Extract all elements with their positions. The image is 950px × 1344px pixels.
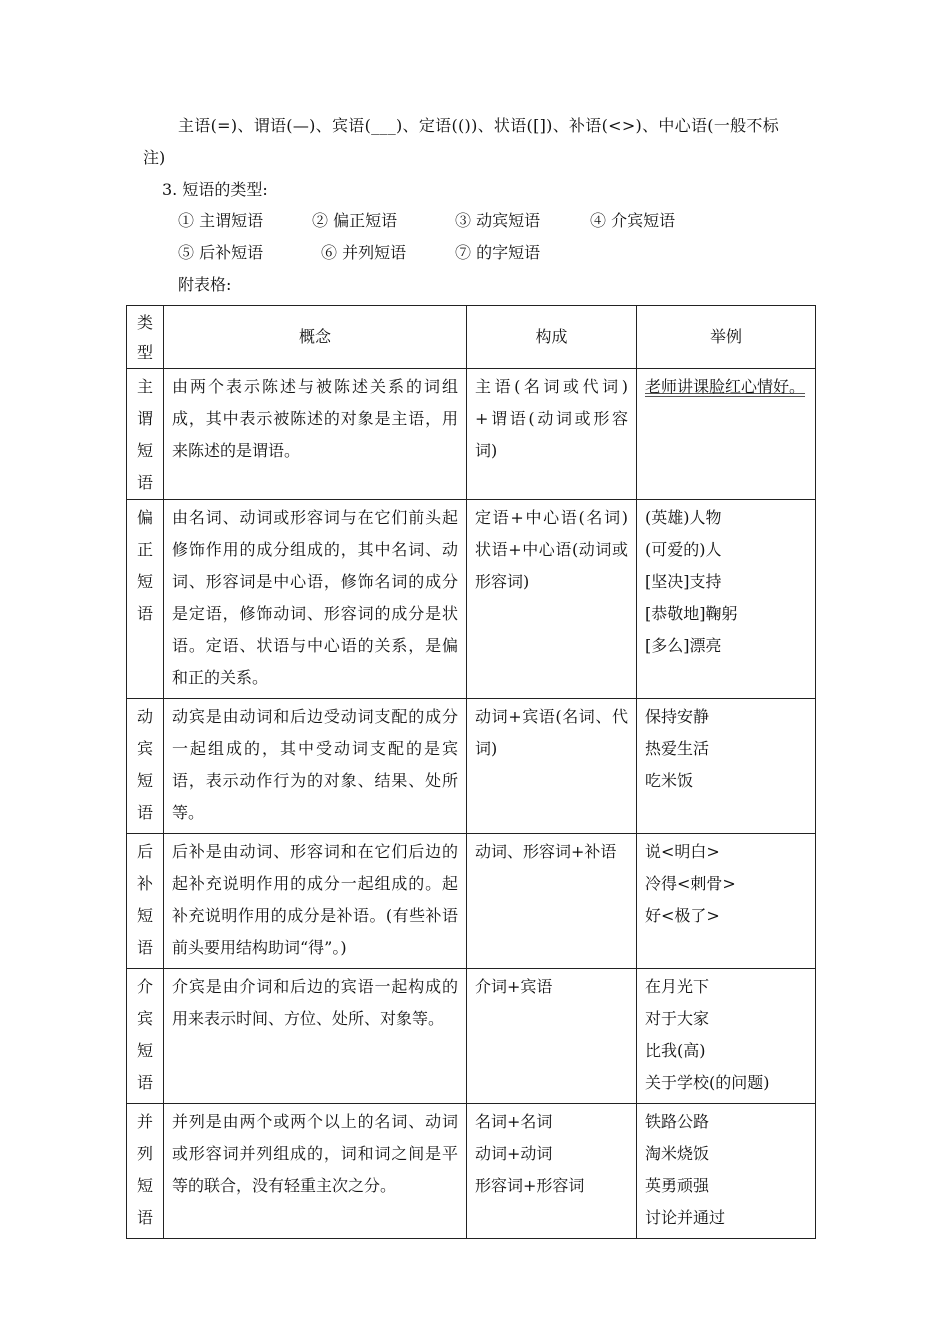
table-header-row bbox=[127, 306, 816, 369]
example-item: 好<极了> bbox=[645, 906, 720, 925]
phrase-type-item: ④ 介宾短语 bbox=[590, 211, 676, 230]
example-item: 保持安静 bbox=[645, 707, 710, 726]
type-cell bbox=[127, 969, 164, 1104]
type-char: 后 bbox=[136, 842, 153, 861]
type-char: 语 bbox=[136, 1208, 153, 1227]
type-cell bbox=[127, 699, 164, 834]
form-cell: 介词+宾语 bbox=[467, 969, 637, 1104]
type-char: 语 bbox=[136, 938, 153, 957]
form-cell bbox=[467, 1104, 637, 1239]
type-char: 短 bbox=[136, 1041, 153, 1060]
marking-legend-continuation: 注) bbox=[143, 148, 166, 167]
example-item: 热爱生活 bbox=[645, 739, 710, 758]
concept-cell: 动宾是由动词和后边受动词支配的成分一起组成的，其中受动词支配的是宾语，表示动作行为的对象、结果、处所等。 bbox=[164, 699, 467, 834]
form-cell: 动词、形容词+补语 bbox=[467, 834, 637, 969]
example-item: 淘米烧饭 bbox=[645, 1144, 710, 1163]
phrase-type-item: ⑤ 后补短语 bbox=[178, 243, 264, 262]
table-row bbox=[127, 699, 816, 834]
type-char: 主 bbox=[136, 377, 153, 396]
table-row bbox=[127, 834, 816, 969]
type-char: 语 bbox=[136, 473, 153, 492]
header-type-char: 型 bbox=[136, 343, 153, 362]
header-concept: 概念 bbox=[164, 306, 467, 369]
type-cell bbox=[127, 500, 164, 699]
type-char: 补 bbox=[136, 874, 153, 893]
example-item: 比我(高) bbox=[645, 1041, 706, 1060]
example-item: 对于大家 bbox=[645, 1009, 710, 1028]
example-item: 说<明白> bbox=[645, 842, 720, 861]
type-char: 宾 bbox=[136, 739, 153, 758]
example-item: 冷得<刺骨> bbox=[645, 874, 736, 893]
example-item: (可爱的)人 bbox=[645, 540, 722, 559]
type-char: 列 bbox=[136, 1144, 153, 1163]
header-example: 举例 bbox=[637, 306, 816, 369]
type-char: 偏 bbox=[136, 508, 153, 527]
example-cell bbox=[637, 699, 816, 834]
type-char: 语 bbox=[136, 604, 153, 623]
type-char: 短 bbox=[136, 1176, 153, 1195]
example-cell bbox=[637, 369, 816, 500]
phrase-types-table bbox=[126, 305, 816, 1239]
form-cell: 动词+宾语(名词、代词) bbox=[467, 699, 637, 834]
example-item: (英雄)人物 bbox=[645, 508, 722, 527]
concept-cell: 并列是由两个或两个以上的名词、动词或形容词并列组成的，词和词之间是平等的联合，没有轻重主次之分。 bbox=[164, 1104, 467, 1239]
concept-cell: 由两个表示陈述与被陈述关系的词组成，其中表示被陈述的对象是主语，用来陈述的是谓语。 bbox=[164, 369, 467, 500]
type-char: 动 bbox=[136, 707, 153, 726]
example-cell bbox=[637, 500, 816, 699]
example-item: 讨论并通过 bbox=[645, 1208, 726, 1227]
header-form: 构成 bbox=[467, 306, 637, 369]
table-row bbox=[127, 969, 816, 1104]
form-item: 动词+动词 bbox=[475, 1144, 553, 1163]
example-item: 老师讲课脸红心情好。 bbox=[645, 377, 806, 396]
type-char: 并 bbox=[136, 1112, 153, 1131]
example-cell bbox=[637, 969, 816, 1104]
concept-cell: 介宾是由介词和后边的宾语一起构成的用来表示时间、方位、处所、对象等。 bbox=[164, 969, 467, 1104]
type-char: 介 bbox=[136, 977, 153, 996]
type-char: 短 bbox=[136, 906, 153, 925]
form-cell: 定语+中心语(名词)状语+中心语(动词或形容词) bbox=[467, 500, 637, 699]
type-char: 短 bbox=[136, 572, 153, 591]
type-char: 谓 bbox=[136, 409, 153, 428]
type-char: 正 bbox=[136, 540, 153, 559]
example-cell bbox=[637, 1104, 816, 1239]
example-item: [多么]漂亮 bbox=[645, 636, 722, 655]
example-item: 吃米饭 bbox=[645, 771, 694, 790]
type-char: 短 bbox=[136, 441, 153, 460]
concept-cell: 由名词、动词或形容词与在它们前头起修饰作用的成分组成的，其中名词、动词、形容词是中心语，修饰名词的成分是定语，修饰动词、形容词的成分是状语。定语、状语与中心语的关系，是偏和正的关系。 bbox=[164, 500, 467, 699]
example-cell bbox=[637, 834, 816, 969]
example-item: 在月光下 bbox=[645, 977, 710, 996]
table-row bbox=[127, 369, 816, 500]
header-type-char: 类 bbox=[136, 313, 153, 332]
header-type bbox=[127, 306, 164, 369]
type-char: 语 bbox=[136, 1073, 153, 1092]
phrase-type-item: ⑦ 的字短语 bbox=[455, 243, 541, 262]
example-item: 关于学校(的问题) bbox=[645, 1073, 770, 1092]
table-row bbox=[127, 1104, 816, 1239]
concept-cell: 后补是由动词、形容词和在它们后边的起补充说明作用的成分一起组成的。起补充说明作用的成分是补语。(有些补语前头要用结构助词“得”。) bbox=[164, 834, 467, 969]
type-cell bbox=[127, 1104, 164, 1239]
example-item: [坚决]支持 bbox=[645, 572, 722, 591]
phrase-type-item: ⑥ 并列短语 bbox=[321, 243, 407, 262]
phrase-type-item: ③ 动宾短语 bbox=[455, 211, 541, 230]
marking-legend-line: 主语(=)、谓语(—)、宾语(___)、定语(())、状语([])、补语(<>)、中心语(一般不标 bbox=[178, 116, 780, 135]
table-row bbox=[127, 500, 816, 699]
form-cell: 主语(名词或代词)+谓语(动词或形容词) bbox=[467, 369, 637, 500]
phrase-type-item: ② 偏正短语 bbox=[312, 211, 398, 230]
section-heading: 3. 短语的类型: bbox=[162, 180, 268, 199]
type-cell bbox=[127, 834, 164, 969]
type-cell bbox=[127, 369, 164, 500]
example-item: 英勇顽强 bbox=[645, 1176, 710, 1195]
type-char: 语 bbox=[136, 803, 153, 822]
attached-table-label: 附表格: bbox=[178, 275, 232, 294]
example-item: 铁路公路 bbox=[645, 1112, 710, 1131]
form-item: 名词+名词 bbox=[475, 1112, 553, 1131]
phrase-type-item: ① 主谓短语 bbox=[178, 211, 264, 230]
type-char: 宾 bbox=[136, 1009, 153, 1028]
form-item: 形容词+形容词 bbox=[475, 1176, 585, 1195]
type-char: 短 bbox=[136, 771, 153, 790]
example-item: [恭敬地]鞠躬 bbox=[645, 604, 738, 623]
